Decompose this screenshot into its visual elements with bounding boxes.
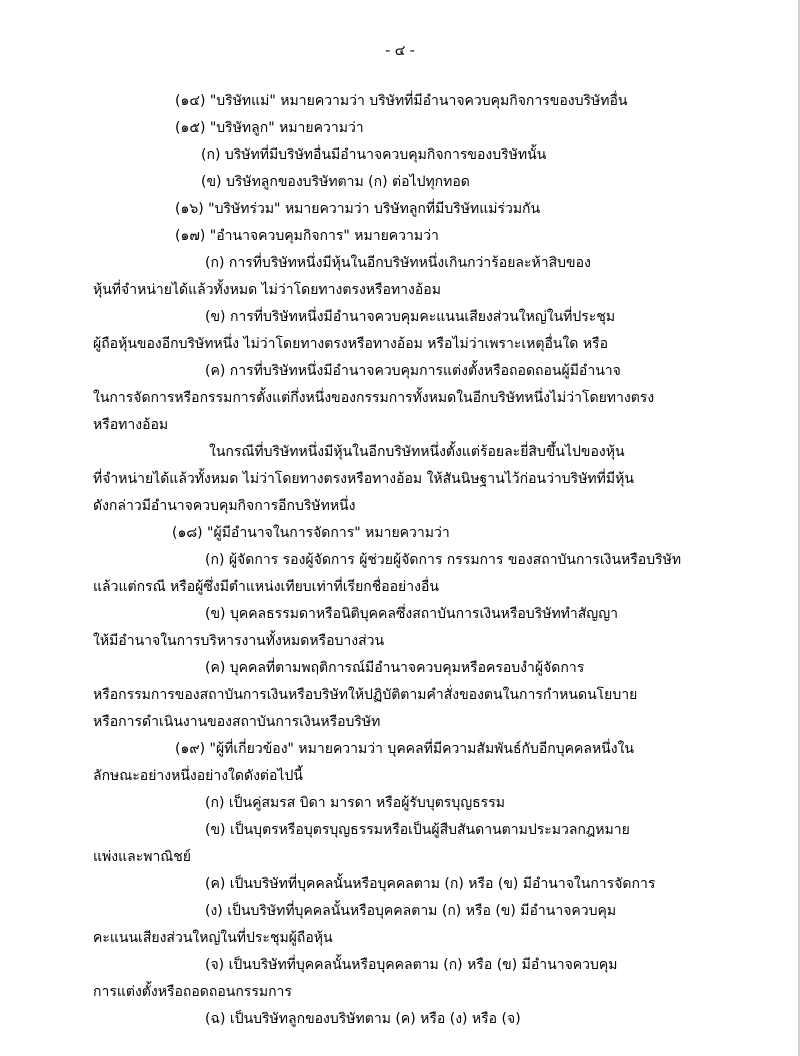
definition-19-item-d: (ง) เป็นบริษัทที่บุคคลนั้นหรือบุคคลตาม (ก) หรือ (ข) มีอำนาจควบคุม [205,903,617,919]
definition-16: (๑๖) "บริษัทร่วม" หมายความว่า บริษัทลูกที่มีบริษัทแม่ร่วมกัน [175,201,541,217]
definition-18-item-c: (ค) บุคคลที่ตามพฤติการณ์มีอำนาจควบคุมหรือครอบงำผู้จัดการ [205,660,585,676]
definition-17: (๑๗) "อำนาจควบคุมกิจการ" หมายความว่า [175,228,439,244]
definition-19-item-f: (ฉ) เป็นบริษัทลูกของบริษัทตาม (ค) หรือ (ง) หรือ (จ) [205,1011,521,1027]
definition-17-item-c-continued-2: หรือทางอ้อม [93,417,169,433]
definition-19-item-e-continued: การแต่งตั้งหรือถอดถอนกรรมการ [93,984,292,1000]
definition-15: (๑๕) "บริษัทลูก" หมายความว่า [175,120,364,136]
presumption-paragraph-continued-1: ที่จำหน่ายได้แล้วทั้งหมด ไม่ว่าโดยทางตรงหรือทางอ้อม ให้สันนิษฐานไว้ก่อนว่าบริษัทที่มีหุ้น [93,471,634,487]
definition-19-item-a: (ก) เป็นคู่สมรส บิดา มารดา หรือผู้รับบุตรบุญธรรม [205,795,505,811]
definition-19: (๑๙) "ผู้ที่เกี่ยวข้อง" หมายความว่า บุคคลที่มีความสัมพันธ์กับอีกบุคคลหนึ่งใน [175,741,634,757]
definition-15-item-b: (ข) บริษัทลูกของบริษัทตาม (ก) ต่อไปทุกทอด [201,174,470,190]
definition-19-item-b: (ข) เป็นบุตรหรือบุตรบุญธรรมหรือเป็นผู้สืบสันดานตามประมวลกฎหมาย [205,822,630,838]
definition-17-item-b: (ข) การที่บริษัทหนึ่งมีอำนาจควบคุมคะแนนเสียงส่วนใหญ่ในที่ประชุม [205,309,616,325]
definition-18-item-a: (ก) ผู้จัดการ รองผู้จัดการ ผู้ช่วยผู้จัดการ กรรมการ ของสถาบันการเงินหรือบริษัท [205,552,682,568]
definition-18-item-b-continued: ให้มีอำนาจในการบริหารงานทั้งหมดหรือบางส่วน [93,633,385,649]
definition-14: (๑๔) "บริษัทแม่" หมายความว่า บริษัทที่มีอำนาจควบคุมกิจการของบริษัทอื่น [175,93,628,109]
definition-19-item-e: (จ) เป็นบริษัทที่บุคคลนั้นหรือบุคคลตาม (ก) หรือ (ข) มีอำนาจควบคุม [205,957,618,973]
definition-19-item-c: (ค) เป็นบริษัทที่บุคคลนั้นหรือบุคคลตาม (ก) หรือ (ข) มีอำนาจในการจัดการ [205,876,656,892]
definition-17-item-c-continued-1: ในการจัดการหรือกรรมการตั้งแต่กึ่งหนึ่งของกรรมการทั้งหมดในอีกบริษัทหนึ่งไม่ว่าโดยทางตรง [93,390,655,406]
presumption-paragraph-continued-2: ดังกล่าวมีอำนาจควบคุมกิจการอีกบริษัทหนึ่ง [93,498,356,514]
definition-17-item-c: (ค) การที่บริษัทหนึ่งมีอำนาจควบคุมการแต่งตั้งหรือถอดถอนผู้มีอำนาจ [205,363,621,379]
definition-18-item-a-continued: แล้วแต่กรณี หรือผู้ซึ่งมีตำแหน่งเทียบเท่าที่เรียกชื่ออย่างอื่น [93,579,439,595]
definition-19-item-b-continued: แพ่งและพาณิชย์ [93,849,191,865]
presumption-paragraph: ในกรณีที่บริษัทหนึ่งมีหุ้นในอีกบริษัทหนึ่งตั้งแต่ร้อยละยี่สิบขึ้นไปของหุ้น [209,444,625,460]
definition-19-item-d-continued: คะแนนเสียงส่วนใหญ่ในที่ประชุมผู้ถือหุ้น [93,930,333,946]
definition-19-continued: ลักษณะอย่างหนึ่งอย่างใดดังต่อไปนี้ [93,768,303,784]
page-number: - ๔ - [385,43,415,59]
definition-18: (๑๘) "ผู้มีอำนาจในการจัดการ" หมายความว่า [172,525,450,541]
definition-17-item-a: (ก) การที่บริษัทหนึ่งมีหุ้นในอีกบริษัทหนึ่งเกินกว่าร้อยละห้าสิบของ [205,255,591,271]
definition-17-item-a-continued: หุ้นที่จำหน่ายได้แล้วทั้งหมด ไม่ว่าโดยทางตรงหรือทางอ้อม [93,282,441,298]
definition-18-item-c-continued-2: หรือการดำเนินงานของสถาบันการเงินหรือบริษัท [93,714,381,730]
definition-15-item-a: (ก) บริษัทที่มีบริษัทอื่นมีอำนาจควบคุมกิจการของบริษัทนั้น [201,147,547,163]
definition-18-item-c-continued-1: หรือกรรมการของสถาบันการเงินหรือบริษัทให้ปฏิบัติตามคำสั่งของตนในการกำหนดนโยบาย [93,687,638,703]
definition-17-item-b-continued: ผู้ถือหุ้นของอีกบริษัทหนึ่ง ไม่ว่าโดยทางตรงหรือทางอ้อม หรือไม่ว่าเพราะเหตุอื่นใด หรือ [93,336,608,352]
definition-18-item-b: (ข) บุคคลธรรมดาหรือนิติบุคคลซึ่งสถาบันการเงินหรือบริษัททำสัญญา [205,606,619,622]
